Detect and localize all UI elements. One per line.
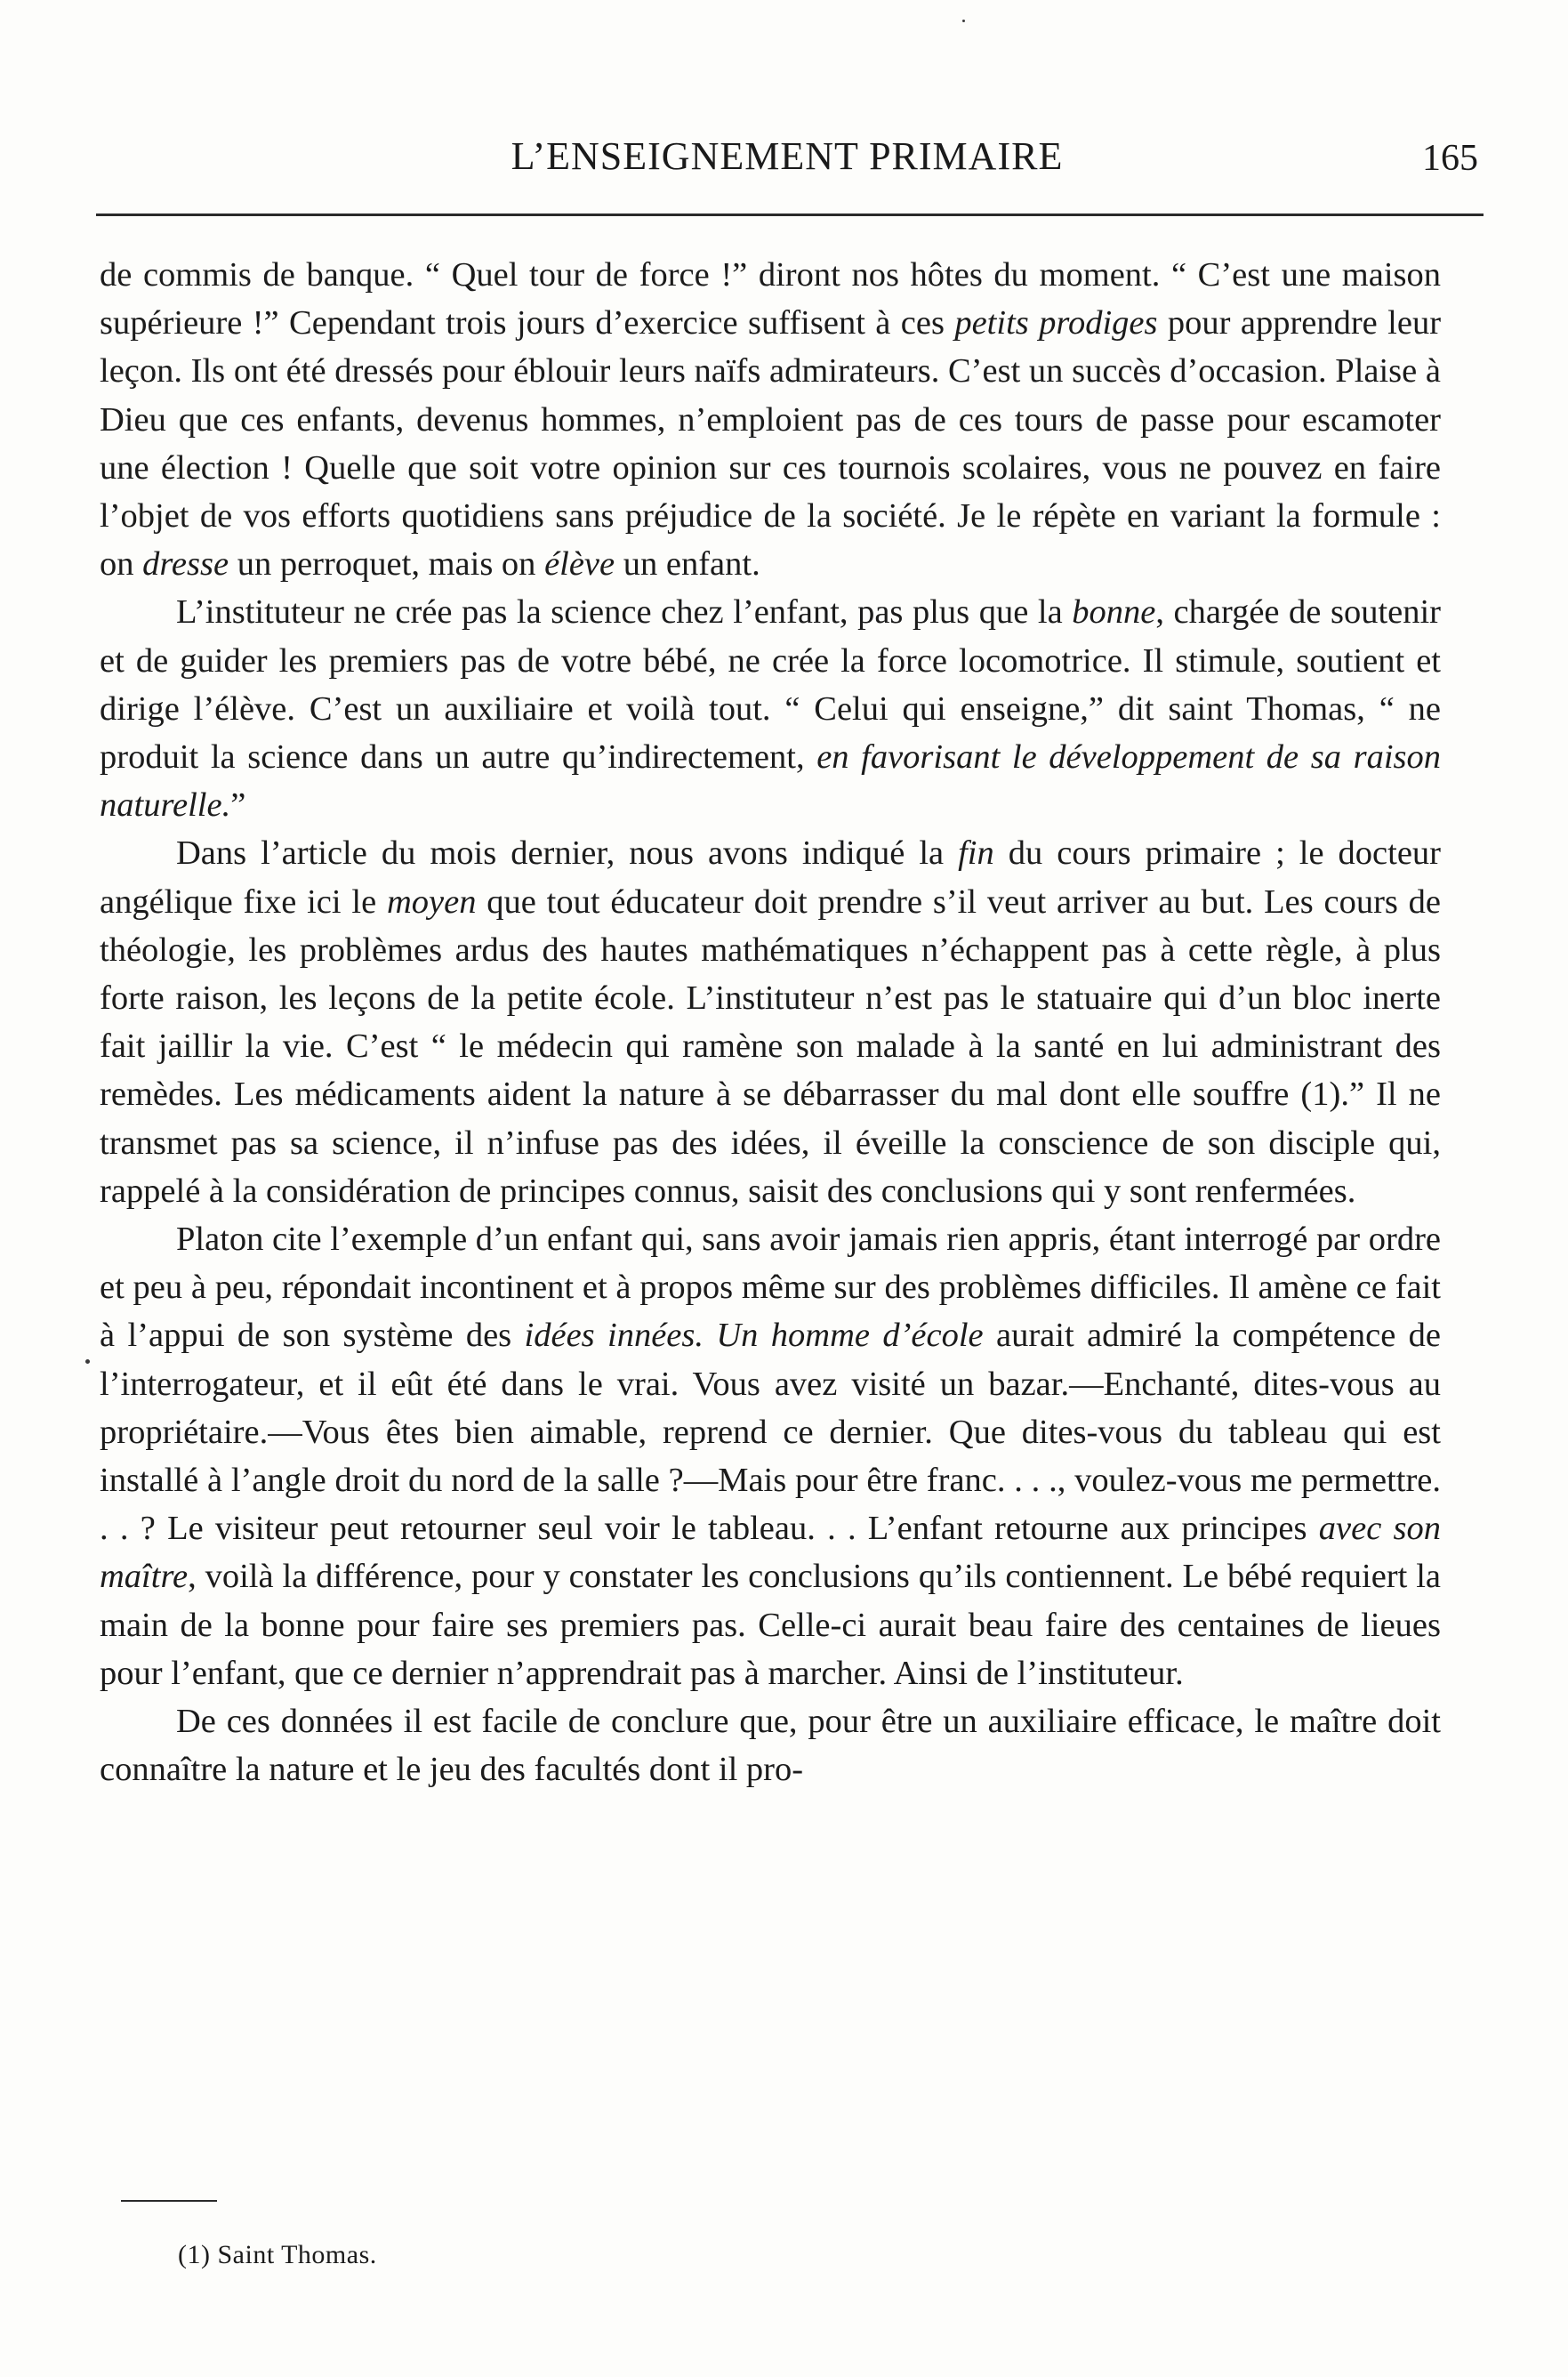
footnote-rule [121, 2200, 217, 2202]
paragraph-4-italic-1: idées innées. Un homme d’école [524, 1317, 984, 1355]
paragraph-4 [100, 1215, 1441, 1697]
paragraph-4-text-2: aurait admiré la compétence de l’interrogateur, et il eût été dans le vrai. Vous avez visité un bazar.—Enchanté, dites-vous au propriétaire.—Vous êtes bien aimable, reprend ce dernier. Que dites-vous du tableau qui est installé à l’angle droit du nord de la salle ?—Mais pour être franc. . . ., voulez-vous me permettre. . . ? Le visiteur peut retourner seul voir le tableau. . . L’enfant retourne aux principes [100, 1317, 1441, 1548]
paragraph-3-text-2: du cours primaire ; le docteur angélique fixe ici le [100, 834, 1441, 921]
footnote: (1) Saint Thomas. [178, 2240, 377, 2269]
paragraph-5 [100, 1697, 1441, 1793]
paragraph-2 [100, 588, 1441, 829]
paragraph-2-text-1: L’instituteur ne crée pas la science chez l’enfant, pas plus que la [176, 593, 1073, 632]
paragraph-3-text-3: que tout éducateur doit prendre s’il veut arriver au but. Les cours de théologie, les problèmes ardus des hautes mathématiques n’échappent pas à cette règle, à plus forte raison, les leçons de la petite école. L’instituteur n’est pas le statuaire qui d’un bloc inerte fait jaillir la vie. C’est “ le médecin qui ramène son malade à la santé en lui administrant des remèdes. Les médicaments aident la nature à se débarrasser du mal dont elle souffre (1).” Il ne transmet pas sa science, il n’infuse pas des idées, il éveille la conscience de son disciple qui, rappelé à la considération de principes connus, saisit des conclusions qui y sont renfermées. [100, 882, 1442, 1210]
paragraph-1-text-2: pour apprendre leur leçon. Ils ont été dressés pour éblouir leurs naïfs admirateurs. C’est un succès d’occasion. Plaise à Dieu que ces enfants, devenus hommes, n’emploient pas de ces tours de passe pour escamoter une élection ! Quelle que soit votre opinion sur ces tournois scolaires, vous ne pouvez en faire l’objet de vos efforts quotidiens sans préjudice de la société. Je le répète en variant la formule : on [100, 304, 1442, 584]
paragraph-1-italic-2: dresse [142, 545, 229, 584]
print-speck [962, 20, 965, 22]
paragraph-1 [100, 251, 1441, 588]
running-title: L’ENSEIGNEMENT PRIMAIRE [511, 134, 1064, 178]
page-number: 165 [1422, 138, 1478, 179]
paragraph-3 [100, 829, 1441, 1215]
body-text [100, 251, 1441, 1794]
paragraph-2-italic-1: bonne [1072, 593, 1156, 632]
paragraph-3-italic-1: fin [958, 834, 994, 873]
paragraph-4-italic-2: avec son maître [100, 1510, 1442, 1596]
print-speck [85, 1359, 90, 1364]
paragraph-1-text-1: de commis de banque. “ Quel tour de force !” diront nos hôtes du moment. “ C’est une maison supérieure !” Cependant trois jours d’exercice suffisent à ces [100, 256, 1441, 342]
paragraph-1-text-3: un perroquet, mais on [229, 545, 545, 584]
paragraph-1-italic-1: petits prodiges [954, 304, 1158, 342]
paragraph-4-text-1: Platon cite l’exemple d’un enfant qui, sans avoir jamais rien appris, étant interrogé par ordre et peu à peu, répondait incontinent et à propos même sur des problèmes difficiles. Il amène ce fait à l’appui de son système des [100, 1221, 1441, 1355]
paragraph-1-text-4: un enfant. [615, 545, 760, 584]
header-rule [96, 214, 1484, 216]
paragraph-1-italic-3: élève [544, 545, 615, 584]
paragraph-2-text-2: , chargée de soutenir et de guider les premiers pas de votre bébé, ne crée la force locomotrice. Il stimule, soutient et dirige l’élève. C’est un auxiliaire et voilà tout. “ Celui qui enseigne,” dit saint Thomas, “ ne produit la science dans un autre qu’indirectement, [100, 593, 1441, 777]
paragraph-3-italic-2: moyen [387, 882, 477, 921]
paragraph-3-text-1: Dans l’article du mois dernier, nous avons indiqué la [176, 834, 959, 873]
paragraph-4-text-3: , voilà la différence, pour y constater les conclusions qu’ils contiennent. Le bébé requiert la main de la bonne pour faire ses premiers pas. Celle-ci aurait beau faire des centaines de lieues pour l’enfant, que ce dernier n’apprendrait pas à marcher. Ainsi de l’instituteur. [100, 1558, 1441, 1692]
paragraph-2-italic-2: en favorisant le développement de sa raison naturelle. [100, 738, 1441, 825]
page-header [89, 133, 1485, 196]
paragraph-2-text-3: ” [230, 786, 246, 825]
paragraph-5-text-1: De ces données il est facile de conclure que, pour être un auxiliaire efficace, le maître doit connaître la nature et le jeu des facultés dont il pro- [100, 1703, 1441, 1789]
